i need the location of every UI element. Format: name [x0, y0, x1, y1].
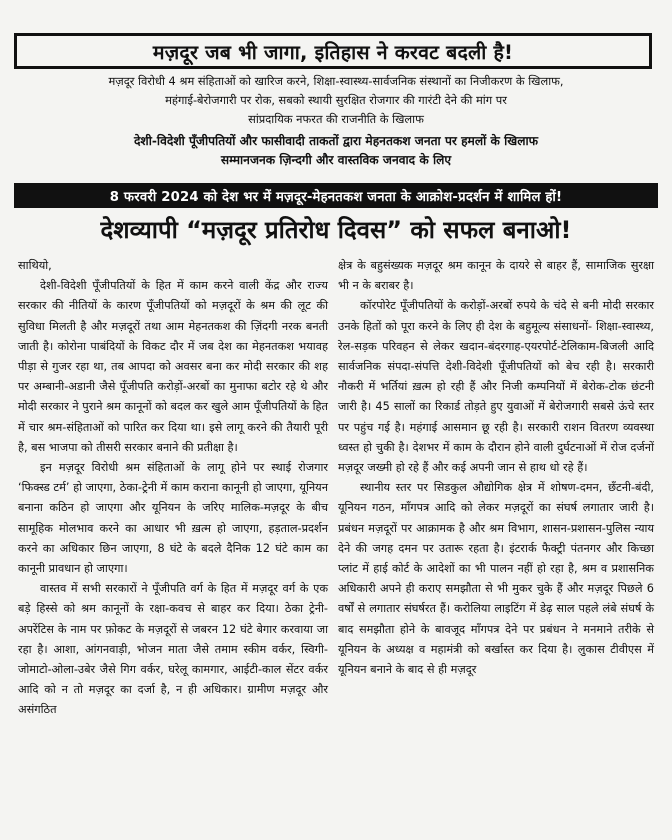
paragraph: स्थानीय स्तर पर सिडकुल औद्योगिक क्षेत्र में शोषण-दमन, छँटनी-बंदी, यूनियन गठन, माँगपत्र आदि को लेकर मज़दूरों का संघर्ष लगातार जारी है। प्रबंधन मज़दूरों पर आक्रामक है और श्रम विभाग, शासन-प्रशासन-पुलिस न्याय देने की जगह दमन पर उतारू रहता है। इंटरार्क फैक्ट्री पंतनगर और किच्छा प्लांट में हाई कोर्ट के आदेशों का भी पालन नहीं हो रहा है, श्रम व प्रशासनिक अधिकारी अपने ही कराए समझौता से भी मुकर चुके हैं और मज़दूर पिछले 6 वर्षों से लगातार संघर्षरत हैं। करोलिया लाइटिंग में डेढ़ साल पहले लंबे संघर्ष के बाद समझौता होने के बावजूद माँगपत्र देने पर प्रबंधन ने मनमाने तरीके से यूनियन के अध्यक्ष व महामंत्री को बर्खास्त कर दिया है। लुकास टीवीएस में यूनियन बनाने के बाद से ही मज़दूर	[338, 481, 654, 677]
left-column	[18, 256, 328, 721]
paragraph: देशी-विदेशी पूँजीपतियों के हित में काम करने वाली केंद्र और राज्य सरकार की नीतियों के कारण पूँजीपतियों को मज़दूरों के श्रम की लूट की सुविधा मिलती है और मज़दूरों तथा आम मेहनतकश की ज़िंदगी नरक बनती जाती है। कोरोना पाबंदियों के विकट दौर में जब देश का मेहनतकश भयावह पीड़ा से गुजर रहा था, तब आपदा को अवसर बना कर मोदी सरकार की शह पर अम्बानी-अडानी जैसे पूँजीपति करोड़ों-अरबों का मुनाफा बटोर रहे थे और मोदी सरकार ने पुराने श्रम कानूनों को बदल कर खुले आम पूँजीपतियों के हित में चार श्रम-संहिताओं को पारित कर दिया था। इसे लागू करने की तैयारी पूरी है, बस भाजपा को तीसरी सरकार बनाने की प्रतीक्षा है।	[18, 279, 328, 454]
paragraph: इन मज़दूर विरोधी श्रम संहिताओं के लागू होने पर स्थाई रोजगार ‘फिक्स्ड टर्म’ हो जाएगा, ठेका-ट्रेनी में काम कराना कानूनी हो जाएगा, यूनियन बनाना कठिन हो जाएगा और यूनियन के जरिए मालिक-मज़दूर के बीच सामूहिक मोलभाव करने का आधार भी ख़त्म हो जाएगा, हड़ताल-प्रदर्शन करने का अधिकार छिन जाएगा, 8 घंटे के बदले दैनिक 12 घंटे काम का कानूनी प्रावधान हो जाएगा।	[18, 461, 328, 576]
demand-line: सांप्रदायिक नफरत की राजनीति के खिलाफ	[248, 112, 424, 126]
paragraph: क्षेत्र के बहुसंख्यक मज़दूर श्रम कानून के दायरे से बाहर हैं, सामाजिक सुरक्षा भी न के बराबर है।	[338, 259, 654, 293]
subheading-block	[14, 132, 658, 170]
demands-block	[14, 72, 658, 129]
headline: मज़दूर जब भी जागा, इतिहास ने करवट बदली है!	[14, 33, 652, 69]
protest-date-banner: 8 फरवरी 2024 को देश भर में मज़दूर-मेहनतकश जनता के आक्रोश-प्रदर्शन में शामिल हों!	[14, 183, 658, 208]
paragraph: कॉरपोरेट पूँजीपतियों के करोड़ों-अरबों रुपये के चंदे से बनी मोदी सरकार उनके हितों को पूरा करने के लिए ही देश के बहुमूल्य संसाधनों- शिक्षा-स्वास्थ्य, रेल-सड़क परिवहन से लेकर खदान-बंदरगाह-एयरपोर्ट-टेलिकाम-बिजली आदि सार्वजनिक संपदा-संपत्ति देशी-विदेशी पूँजीपतियों को बेच रही है। सरकारी नौकरी में भर्तियां ख़त्म हो रही हैं और निजी कम्पनियों में बेरोक-टोक छंटनी जारी है। 45 सालों का रिकार्ड तोड़ते हुए युवाओं में बेरोजगारी सबसे ऊंचे स्तर पर पहुंच गई है। महंगाई आसमान छू रही है। सरकारी राशन वितरण व्यवस्था ध्वस्त हो चुकी है। देशभर में काम के दौरान होने वाली दुर्घटनाओं में रोज दर्जनों मज़दूर जख्मी हो रहे हैं और कई अपनी जान से हाथ धो रहे हैं।	[338, 299, 654, 475]
call-to-action-title: देशव्यापी “मज़दूर प्रतिरोध दिवस” को सफल बनाओ!	[100, 216, 572, 244]
demand-line: महंगाई-बेरोजगारी पर रोक, सबको स्थायी सुरक्षित रोजगार की गारंटी देने की मांग पर	[165, 93, 507, 107]
paragraph: वास्तव में सभी सरकारों ने पूँजीपति वर्ग के हित में मज़दूर वर्ग के एक बड़े हिस्से को श्रम कानूनों के रक्षा-कवच से बाहर कर दिया। ठेका ट्रेनी-अपरेंटिस के नाम पर फ़ोकट के मज़दूरों से जबरन 12 घंटे बेगार करवाया जा रहा है। आशा, आंगनवाड़ी, भोजन माता जैसे तमाम स्कीम वर्कर, स्विगी-जोमाटो-ओला-उबेर जैसे गिग वर्कर, घरेलू कामगार, आईटी-काल सेंटर वर्कर आदि को न तो मज़दूर का दर्जा है, न ही अधिकार। ग्रामीण मज़दूर और असंगठित	[18, 582, 328, 717]
salutation: साथियो,	[18, 259, 52, 272]
subheading-line: देशी-विदेशी पूँजीपतियों और फासीवादी ताकतों द्वारा मेहनतकश जनता पर हमलों के खिलाफ	[133, 134, 539, 148]
demand-line: मज़दूर विरोधी 4 श्रम संहिताओं को खारिज करने, शिक्षा-स्वास्थ्य-सार्वजनिक संस्थानों का निजीकरण के खिलाफ,	[108, 74, 564, 88]
subheading-line: सम्मानजनक ज़िन्दगी और वास्तविक जनवाद के लिए	[220, 153, 452, 167]
right-column	[338, 256, 654, 680]
